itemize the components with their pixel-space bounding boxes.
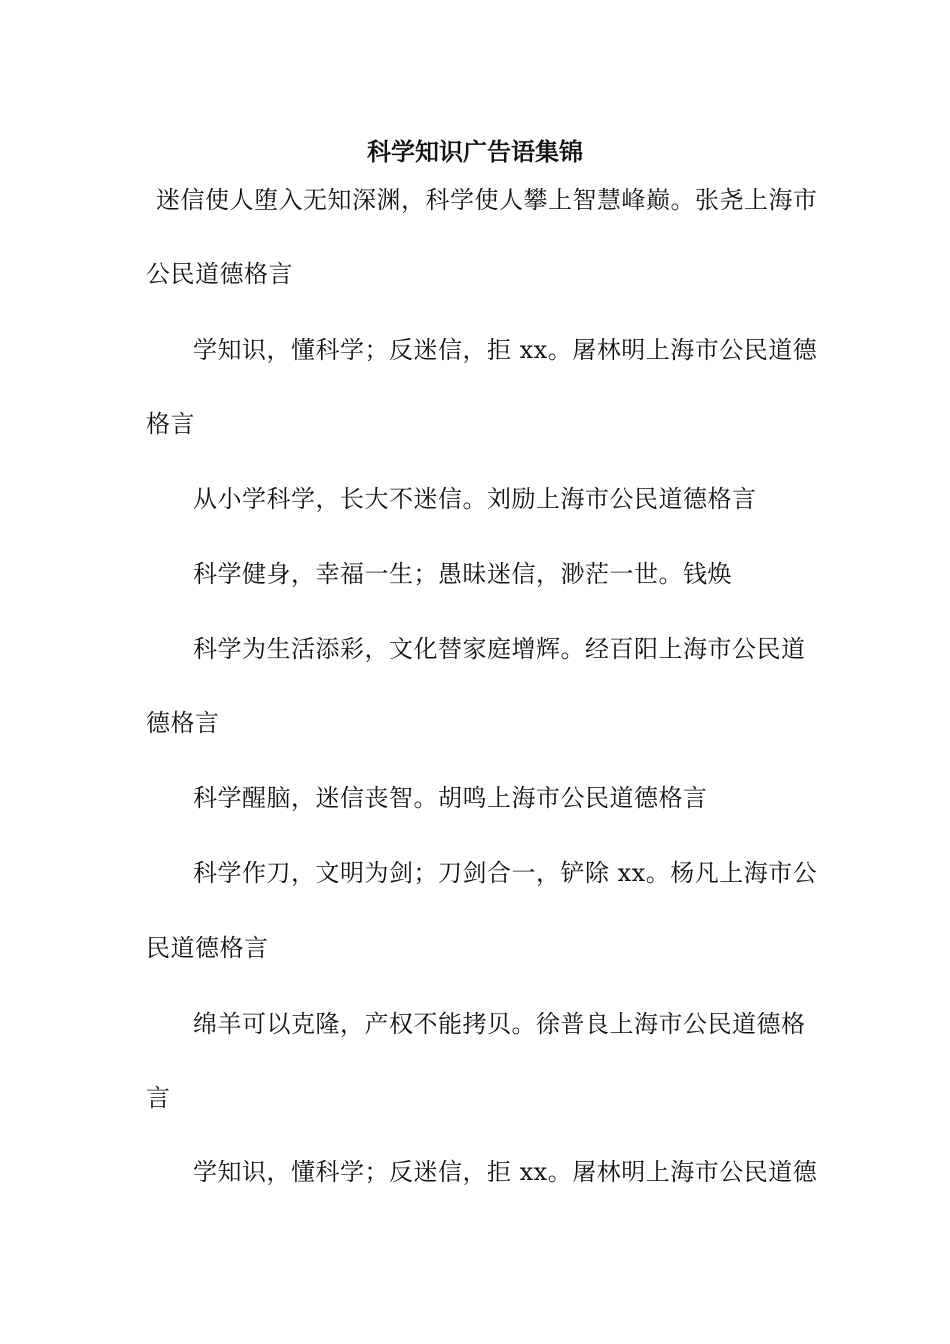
paragraph-line: 言 bbox=[146, 1084, 171, 1112]
paragraph-line: 学知识，懂科学；反迷信，拒 xx。屠林明上海市公民道德 bbox=[193, 336, 818, 364]
paragraph-line: 绵羊可以克隆，产权不能拷贝。徐普良上海市公民道德格 bbox=[193, 1010, 806, 1038]
paragraph-line: 科学醒脑，迷信丧智。胡鸣上海市公民道德格言 bbox=[193, 784, 708, 812]
paragraph-line: 公民道德格言 bbox=[146, 260, 293, 288]
document-title: 科学知识广告语集锦 bbox=[367, 137, 583, 166]
paragraph-line: 格言 bbox=[146, 410, 195, 438]
paragraph-line: 德格言 bbox=[146, 709, 220, 737]
paragraph-line: 科学健身，幸福一生；愚昧迷信，渺茫一世。钱焕 bbox=[193, 560, 732, 588]
paragraph-line: 从小学科学，长大不迷信。刘励上海市公民道德格言 bbox=[193, 485, 757, 513]
paragraph-line: 迷信使人堕入无知深渊，科学使人攀上智慧峰巅。张尧上海市 bbox=[156, 186, 818, 214]
paragraph-line: 科学为生活添彩，文化替家庭增辉。经百阳上海市公民道 bbox=[193, 635, 806, 663]
paragraph-line: 学知识，懂科学；反迷信，拒 xx。屠林明上海市公民道德 bbox=[193, 1158, 818, 1186]
paragraph-line: 科学作刀，文明为剑；刀剑合一，铲除 xx。杨凡上海市公 bbox=[193, 859, 818, 887]
paragraph-line: 民道德格言 bbox=[146, 934, 269, 962]
